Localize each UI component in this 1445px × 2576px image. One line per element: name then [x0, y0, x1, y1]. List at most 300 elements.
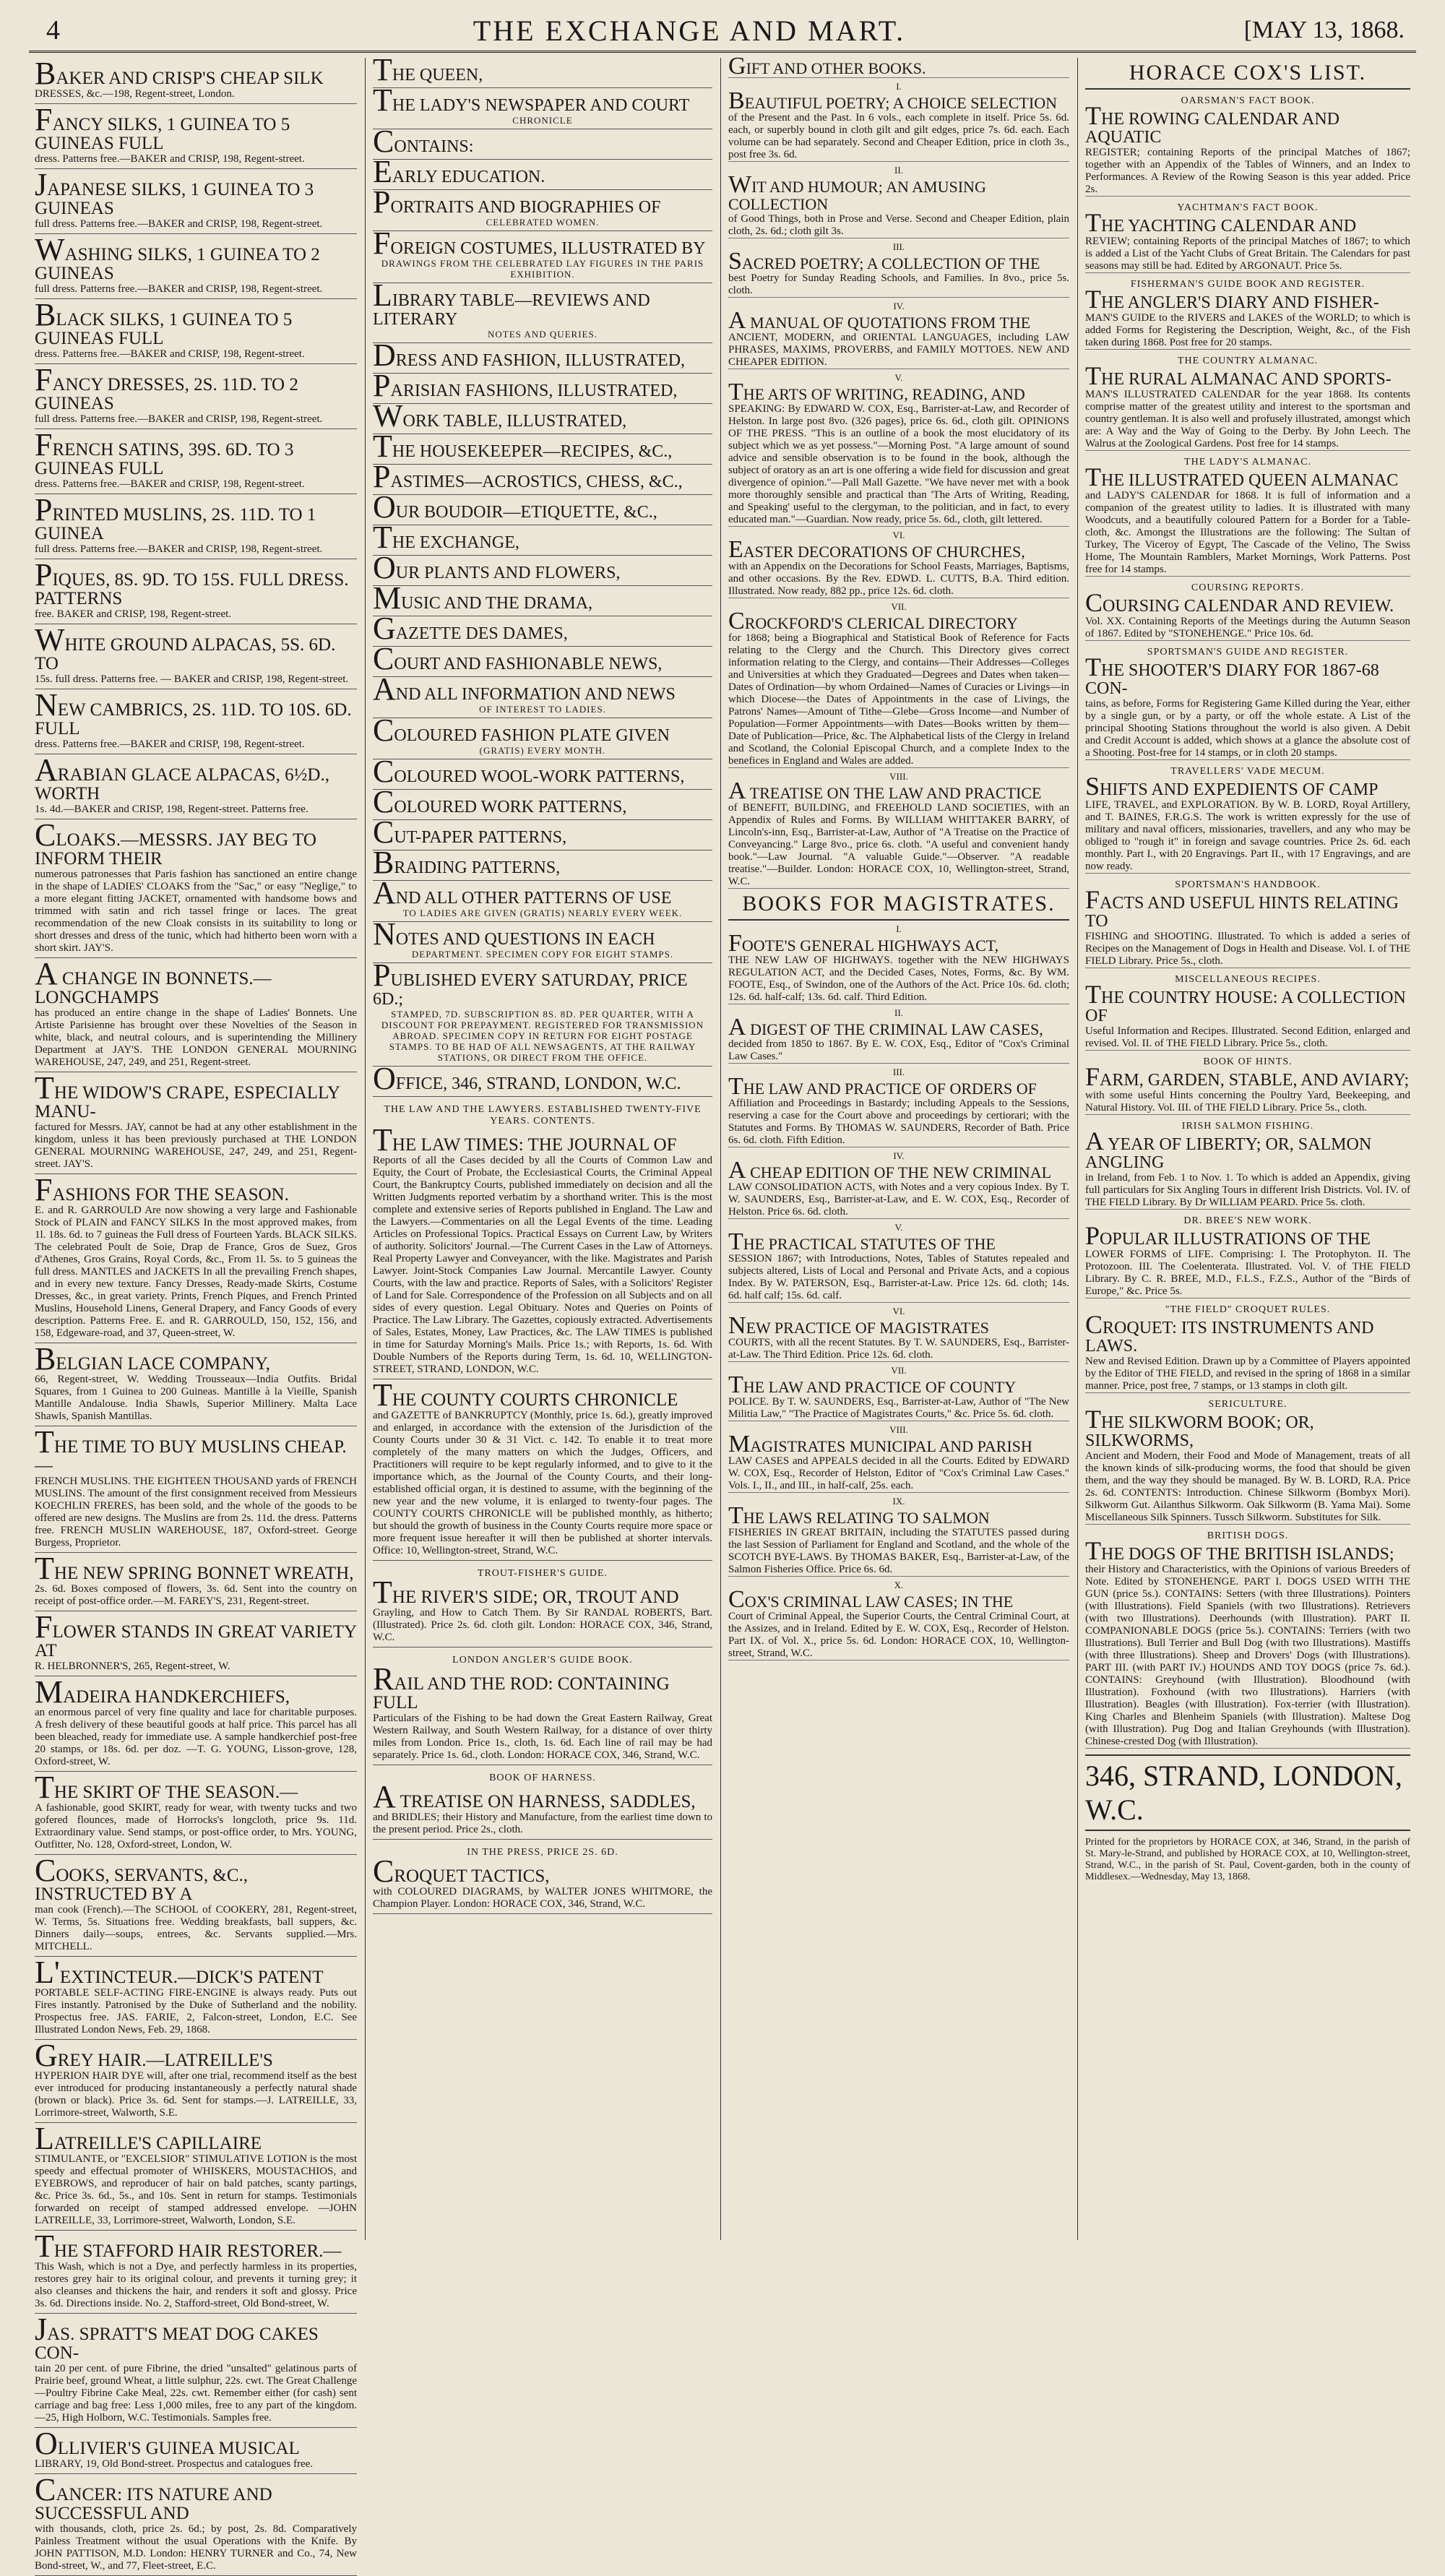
ad-body: HYPERION HAIR DYE will, after one trial, recommend itself as the best ever introduced for producing instantaneously a perfectly natural shade (brown or black). Price 3s. 6d. Sent for stamps.—J. LATREILLE, 33, Lorrimore-street, Walworth, S.E. — [35, 2070, 357, 2119]
book-description: LAW CONSOLIDATION ACTS, with Notes and a very copious Index. By T. W. SAUNDERS, Esq., Barrister-at-Law, and E. W. COX, Esq., Recorder of Helston. Price 6s. 6d. cloth. — [728, 1181, 1069, 1218]
entry-title: THE ANGLER'S DIARY AND FISHER- — [1085, 285, 1379, 314]
item-text: NOTES AND QUESTIONS IN EACH — [373, 916, 655, 952]
ad-kicker: BOOK OF HARNESS. — [489, 1772, 596, 1783]
entry-description: Ancient and Modern, their Food and Mode of Management, treats of all the known kinds of silk-producing worms, the food that should be given them, and the way they should be managed. By W. B. LORD, R.A. Price 2s. 6d. CONTENTS: Introduction. Chinese Silkworm (Bombyx Mori). Silkworm Gut. Ailanthus Silkworm. Oak Silkworm (B. Yama Mai). Some Miscellaneous Silk Spinners. Tussch Silkworm. Substitutes for Silk. — [1085, 1450, 1410, 1523]
entry-description: REVIEW; containing Reports of the principal Matches of 1867; to which is added a List of the Yacht Clubs of Great Britain. The Calendars for past seasons may still be had. Edited by ARGONAUT. Price 5s. — [1085, 236, 1410, 272]
queen-contents-item — [373, 184, 712, 231]
cox-list-entry — [1085, 582, 1410, 641]
imprint: Printed for the proprietors by HORACE COX, at 346, Strand, in the parish of St. Mary-le-Strand, and published by HORACE COX, at 10, Wellington-street, Strand, W.C., in the parish of St. Paul, Covent-garden, both in the county of Middlesex.—Wednesday, May 13, 1868. — [1085, 1837, 1410, 1882]
entry-description: LIFE, TRAVEL, and EXPLORATION. By W. B. LORD, Royal Artillery, and T. BAINES, F.R.G.S. The work is written expressly for the use of military and naval officers, missionaries, travellers, and any who may be obliged to "rough it" in foreign and savage countries. Price 2s. 6d. each monthly. Part I., with 20 Engravings. Part II., with 17 Engravings, and are now ready. — [1085, 799, 1410, 872]
advertisement — [35, 2314, 357, 2428]
book-description: THE NEW LAW OF HIGHWAYS. together with the NEW HIGHWAYS REGULATION ACT, and the Decided Cases, Notes, Forms, &c. By WM. FOOTE, Esq., of Swindon, one of the Authors of the Act. Price 10s. 6d. cloth; 12s. 6d. half-calf; 13s. 6d. calf. Third Edition. — [728, 955, 1069, 1003]
queen-contents-item — [373, 337, 712, 374]
queen-contents-item — [373, 1061, 712, 1097]
item-text: DRESS AND FASHION, ILLUSTRATED, — [373, 337, 686, 373]
cox-list-entry — [1085, 457, 1410, 577]
entry-kicker: COURSING REPORTS. — [1191, 582, 1305, 593]
ad-body: R. HELBRONNER'S, 265, Regent-street, W. — [35, 1660, 230, 1672]
entry-title: THE ROWING CALENDAR AND AQUATIC — [1085, 101, 1340, 147]
ad-body: STIMULANTE, or "EXCELSIOR" STIMULATIVE LOTION is the most speedy and effectual promoter of WHISKERS, MOUSTACHIOS, and EYEBROWS, and reproducer of hair on bald patches, scanty partings, &c. Price 3s. 6d., 5s., and 10s. Sent in return for stamps. Testimonials forwarded on receipt of stamped addressed envelope. —JOHN LATREILLE, 33, Lorrimore-street, Walworth, London, S.E. — [35, 2153, 357, 2226]
queen-contents-item — [373, 784, 712, 820]
item-text: PORTRAITS AND BIOGRAPHIES OF — [373, 184, 661, 220]
entry-kicker: BOOK OF HINTS. — [1203, 1056, 1293, 1067]
item-text: CONTAINS: — [373, 124, 474, 159]
book-title: MAGISTRATES MUNICIPAL AND PARISH — [728, 1431, 1032, 1457]
advertisement — [35, 1343, 357, 1426]
item-text: COLOURED WORK PATTERNS, — [373, 784, 627, 819]
entry-description: MAN'S GUIDE to the RIVERS and LAKES of the WORLD; to which is added Forms for Registering the Description, Weight, &c., of the Fish taken during 1868. Post free for 20 stamps. — [1085, 312, 1410, 348]
book-description: ANCIENT, MODERN, and ORIENTAL LANGUAGES, including LAW PHRASES, MAXIMS, PROVERBS, and FAMILY MOTTOES. NEW AND CHEAPER EDITION. — [728, 332, 1069, 368]
queen-contents-item — [373, 754, 712, 790]
book-title: FOOTE'S GENERAL HIGHWAYS ACT, — [728, 930, 999, 957]
item-text: FOREIGN COSTUMES, ILLUSTRATED BY — [373, 225, 706, 261]
book-title: SACRED POETRY; A COLLECTION OF THE — [728, 248, 1040, 275]
entry-number: VII. — [891, 601, 907, 612]
queen-contents-item — [373, 580, 712, 616]
item-subtext: STAMPED, 7D. SUBSCRIPTION 8S. 8D. PER QUARTER, WITH A DISCOUNT FOR PREPAYMENT. REGISTERED FOR TRANSMISSION ABROAD. SPECIMEN COPY IN RETURN FOR EIGHT POSTAGE STAMPS. TO BE HAD OF ALL NEWSAGENTS, AT THE RAILWAY STATIONS, OR DIRECT FROM THE OFFICE. — [381, 1009, 704, 1063]
advertisement — [35, 1426, 357, 1553]
ad-body: dress. Patterns free.—BAKER and CRISP, 198, Regent-street. — [35, 478, 305, 490]
entry-description: tains, as before, Forms for Registering Game Killed during the Year, either by a single gun, or by a party, or off the whole estate. A List of the principal Shooting Stations throughout the world is also given. A Debit and Credit Account is added, which shows at a glance the absolute cost of a Shooting. Post-free for 14 stamps, or in cloth 20 stamps. — [1085, 698, 1410, 759]
queen-contents-item — [373, 875, 712, 922]
entry-kicker: YACHTMAN'S FACT BOOK. — [1177, 202, 1319, 213]
column-1-advertisements — [29, 56, 363, 2572]
publisher-address: 346, STRAND, LONDON, W.C. — [1085, 1754, 1410, 1831]
ad-kicker: TROUT-FISHER'S GUIDE. — [477, 1568, 608, 1579]
publication-advertisement — [373, 1379, 712, 1561]
advertisement — [35, 169, 357, 234]
entry-title: THE RURAL ALMANAC AND SPORTS- — [1085, 361, 1392, 390]
ad-heading: THE LAW TIMES: THE JOURNAL OF — [373, 1122, 677, 1158]
ad-heading: THE NEW SPRING BONNET WREATH, — [35, 1551, 354, 1586]
book-entry — [728, 1306, 1069, 1362]
item-subtext: CELEBRATED WOMEN. — [486, 217, 600, 228]
book-entry — [728, 771, 1069, 889]
ad-heading: ARABIAN GLACE ALPACAS, 6½D., WORTH — [35, 752, 329, 804]
entry-number: II. — [894, 165, 903, 176]
item-subtext: TO LADIES ARE GIVEN (GRATIS) NEARLY EVERY WEEK. — [402, 908, 683, 918]
book-entry — [728, 1424, 1069, 1493]
queen-contents-item — [373, 641, 712, 677]
ad-heading: FLOWER STANDS IN GREAT VARIETY AT — [35, 1609, 357, 1660]
publication-advertisement — [373, 1561, 712, 1647]
ad-body: and GAZETTE of BANKRUPTCY (Monthly, price 1s. 6d.), greatly improved and enlarged, in accordance with the extension of the Jurisdiction of the County Courts under 30 & 31 Vict. c. 142. To enable it to treat more completely of the many matters on which the Judges, Officers, and Practitioners will require to be kept regularly informed, and to give to it the importance which, as the Journal of the County Courts, and their long-established official organ, it is destined to assume, with the beginning of the new year and the new volume, it is enlarged to twenty-four pages. The COUNTY COURTS CHRONICLE will be published monthly, as hitherto; but should the growth of business in the County Courts require more space or more frequent issue hereafter it will then be published at shorter intervals. Office: 10, Wellington-street, Strand, W.C. — [373, 1410, 712, 1556]
ad-heading: THE TIME TO BUY MUSLINS CHEAP.— — [35, 1424, 347, 1476]
queen-contents-item — [373, 520, 712, 556]
item-text: AND ALL INFORMATION AND NEWS — [373, 671, 676, 707]
entry-title: THE SHOOTER'S DIARY FOR 1867-68 CON- — [1085, 652, 1379, 698]
entry-title: CROQUET: ITS INSTRUMENTS AND LAWS. — [1085, 1310, 1374, 1356]
ad-heading: WASHING SILKS, 1 GUINEA TO 2 GUINEAS — [35, 232, 320, 283]
ad-body: has produced an entire change in the shape of Ladies' Bonnets. Une Artiste Parisienne has brought over these Novelties of the Season in white, black, and neutral colours, and is superintending the Millinery Department at JAY'S. THE LONDON GENERAL MOURNING WAREHOUSE, 247, 249, and 251, Regent-street. — [35, 1007, 357, 1068]
entry-number: I. — [896, 81, 902, 92]
column-4-horace-cox-list — [1079, 58, 1416, 2240]
ad-heading: PIQUES, 8S. 9D. TO 15S. FULL DRESS. PATTERNS — [35, 557, 349, 608]
cox-list-entry — [1085, 879, 1410, 968]
advertisement — [35, 494, 357, 559]
queen-contents-item — [373, 459, 712, 495]
book-description: LAW CASES and APPEALS decided in all the Courts. Edited by EDWARD W. COX, Esq., Recorder of Helston, Editor of "Cox's Criminal Law Cases." Vols. I., II., and III., in half-calf, 25s. each. — [728, 1455, 1069, 1491]
ad-heading: MADEIRA HANDKERCHIEFS, — [35, 1674, 290, 1710]
entry-kicker: SERICULTURE. — [1208, 1399, 1287, 1410]
book-title: BEAUTIFUL POETRY; A CHOICE SELECTION — [728, 87, 1057, 114]
item-text: THE EXCHANGE, — [373, 520, 519, 555]
entry-title: SHIFTS AND EXPEDIENTS OF CAMP — [1085, 772, 1379, 801]
item-subtext: CHRONICLE — [512, 115, 573, 126]
book-title: GIFT AND OTHER BOOKS. — [728, 53, 926, 79]
queen-contents-item — [373, 845, 712, 881]
item-text: THE HOUSEKEEPER—RECIPES, &C., — [373, 428, 673, 464]
entry-number: VIII. — [889, 771, 908, 782]
ad-body: 2s. 6d. Boxes composed of flowers, 3s. 6d. Sent into the country on receipt of post-office order.—M. FAREY'S, 231, Regent-street. — [35, 1583, 357, 1607]
entry-title: POPULAR ILLUSTRATIONS OF THE — [1085, 1221, 1371, 1250]
ad-body: man cook (French).—The SCHOOL of COOKERY, 281, Regent-street, W. Terms, 5s. Situations free. Wedding breakfasts, ball suppers, &c. Dinners daily—soups, entrees, &c. Servants supplied.—Mrs. MITCHELL. — [35, 1904, 357, 1952]
book-description: with an Appendix on the Decorations for School Feasts, Marriages, Baptisms, and other occasions. By the Rev. EDWD. L. CUTTS, B.A. Third edition. Illustrated. Now ready, 882 pp., price 12s. 6d. cloth. — [728, 561, 1069, 597]
book-entry — [728, 1150, 1069, 1219]
entry-kicker: BRITISH DOGS. — [1207, 1530, 1289, 1541]
book-title: NEW PRACTICE OF MAGISTRATES — [728, 1312, 989, 1339]
ad-body: PORTABLE SELF-ACTING FIRE-ENGINE is always ready. Puts out Fires instantly. Patronised by the Duke of Sutherland and the nobility. Prospectus free. JAS. FARIE, 2, Falcon-street, London, E.C. See Illustrated London News, Feb. 29, 1868. — [35, 1987, 357, 2036]
advertisement — [35, 1611, 357, 1676]
entry-number: VI. — [892, 530, 905, 540]
cox-list-entry — [1085, 95, 1410, 197]
book-entry — [728, 165, 1069, 238]
item-text: PASTIMES—ACROSTICS, CHESS, &C., — [373, 459, 683, 494]
ad-body: with thousands, cloth, price 2s. 6d.; by post, 2s. 8d. Comparatively Painless Treatment without the usual Operations with the Knife. By JOHN PATTISON, M.D. London: HENRY TURNER and Co., 74, New Bond-street, W., and 77, Fleet-street, E.C. — [35, 2523, 357, 2572]
book-entry — [728, 301, 1069, 369]
cox-list-entry — [1085, 974, 1410, 1051]
advertisement — [35, 58, 357, 104]
book-title: COX'S CRIMINAL LAW CASES; IN THE — [728, 1586, 1014, 1613]
ad-body: factured for Messrs. JAY, cannot be had at any other establishment in the kingdom, unless it has been previously purchased at THE LONDON GENERAL MOURNING WAREHOUSE, 247, 249, and 251, Regent-street. JAY'S. — [35, 1121, 357, 1170]
ad-body: Reports of all the Cases decided by all the Courts of Common Law and Equity, the Court of Probate, the Ecclesiastical Courts, the Criminal Appeal Court, the Bankruptcy Courts, published immediately on decision and all the Written Judgments reported verbatim by a shorthand writer. This is the most complete and extensive series of Reports published in England. The Law and the Lawyers.—Commentaries on all the Legal Events of the time. Leading Articles on Professional Topics. Practical Essays on Current Law, by Writers of authority. Solicitors' Journal.—The Current Cases in the Law of Attorneys. Real Property Lawyer and Conveyancer, with the like. Magistrates and Parish Lawyer. Joint-Stock Companies Law Journal. Mercantile Lawyer. County Courts, with the law and practice. Reports of Sales, with a Solicitors' Register of Land for Sale. Correspondence of the Profession on all Subjects and on all sides of every question. Legal Obituary. Notes and Queries on Points of Practice. The Law Library. The Gazettes, copiously extracted. Advertisements of Sales, Estates, Money, Law Practices, &c. The LAW TIMES is published in time for Saturday Morning's Mails. Price 1s.; with Reports, 1s. 6d. With Double Numbers of the Reports during Term, 1s. 6d. 10, WELLINGTON-STREET, STRAND, LONDON, W.C. — [373, 1155, 712, 1375]
advertisement — [35, 2040, 357, 2123]
entry-number: VII. — [891, 1365, 907, 1376]
book-entry — [728, 1007, 1069, 1064]
entry-kicker: OARSMAN'S FACT BOOK. — [1181, 95, 1315, 106]
book-entry — [728, 53, 1069, 79]
entry-title: COURSING CALENDAR AND REVIEW. — [1085, 588, 1394, 617]
advertisement — [35, 1855, 357, 1957]
queen-contents-item — [373, 225, 712, 283]
advertisement — [35, 2228, 357, 2314]
entry-description: Useful Information and Recipes. Illustrated. Second Edition, enlarged and revised. Vol. II. of THE FIELD Library. Price 5s., cloth. — [1085, 1025, 1410, 1049]
cox-list-entry — [1085, 1215, 1410, 1298]
advertisement — [35, 754, 357, 819]
cox-list-entry — [1085, 647, 1410, 760]
ad-heading: JAPANESE SILKS, 1 GUINEA TO 3 GUINEAS — [35, 167, 314, 218]
queen-contents-item — [373, 277, 712, 343]
book-description: FISHERIES IN GREAT BRITAIN, including the STATUTES passed during the last Session of Parliament for England and Scotland, and the whole of the SCOTCH BYE-LAWS. By THOMAS BAKER, Esq., Barrister-at-Law, of the Salmon Fisheries Office. Price 6s. 6d. — [728, 1527, 1069, 1575]
ad-heading: PRINTED MUSLINS, 2S. 11D. TO 1 GUINEA — [35, 492, 316, 543]
ad-body: dress. Patterns free.—BAKER and CRISP, 198, Regent-street. — [35, 348, 305, 360]
ad-heading: BELGIAN LACE COMPANY, — [35, 1341, 270, 1377]
section-title-magistrates: BOOKS FOR MAGISTRATES. — [728, 889, 1069, 921]
item-text: MUSIC AND THE DRAMA, — [373, 580, 593, 616]
item-text: EARLY EDUCATION. — [373, 154, 545, 189]
advertisement — [35, 559, 357, 624]
entry-kicker: DR. BREE'S NEW WORK. — [1183, 1215, 1312, 1226]
item-text: AND ALL OTHER PATTERNS OF USE — [373, 875, 672, 910]
advertisement — [35, 958, 357, 1072]
book-description: of BENEFIT, BUILDING, and FREEHOLD LAND SOCIETIES, with an Appendix of Rules and Forms. By WILLIAM WHITTAKER BARRY, of Lincoln's-inn, Esq., Barrister-at-Law, Author of "A Treatise on the Practice of Conveyancing." Large 8vo., price 6s. cloth. "A useful and convenient handy book."—Law Journal. "A valuable Guide."—Observer. "A readable treatise."—Builder. London: HORACE COX, 10, Wellington-street, Strand, W.C. — [728, 802, 1069, 887]
ad-heading: RAIL AND THE ROD: CONTAINING FULL — [373, 1661, 670, 1713]
book-description: SPEAKING: By EDWARD W. COX, Esq., Barrister-at-Law, and Recorder of Helston. In large post 8vo. (326 pages), price 6s. 6d., cloth gilt. OPINIONS OF THE PRESS. "This is an outline of a book the most elucidatory of its subject which we as yet possess."—Morning Post. "A large amount of sound advice and sensible observation is to be found in the book, although the subject of oratory as an art is one offering a wide field for discussion and great divergence of opinion."—Pall Mall Gazette. "We have never met with a book more thoroughly sensible and practical than 'The Arts of Writing, Reading, and Speaking' useful to the clergyman, to the politician, and in fact, to every educated man."—Guardian. Now ready, price 5s. 6d., cloth, gilt lettered. — [728, 403, 1069, 525]
masthead — [29, 10, 1416, 53]
queen-contents-item — [373, 82, 712, 129]
book-entry — [728, 1222, 1069, 1303]
item-subtext: DRAWINGS FROM THE CELEBRATED LAY FIGURES IN THE PARIS EXHIBITION. — [381, 258, 704, 280]
book-description: POLICE. By T. W. SAUNDERS, Esq., Barrister-at-Law, Author of "The New Militia Law," "The Practice of Magistrates Courts," &c. Price 5s. 6d. cloth. — [728, 1396, 1069, 1420]
book-title: A MANUAL OF QUOTATIONS FROM THE — [728, 307, 1031, 334]
entry-title: THE DOGS OF THE BRITISH ISLANDS; — [1085, 1536, 1394, 1565]
item-text: OUR PLANTS AND FLOWERS, — [373, 550, 621, 585]
item-text: THE LADY'S NEWSPAPER AND COURT — [373, 82, 690, 118]
cox-list-entry — [1085, 202, 1410, 273]
column-2-queen-and-law — [367, 52, 718, 2240]
ad-heading: JAS. SPRATT'S MEAT DOG CAKES CON- — [35, 2312, 319, 2363]
advertisement — [35, 364, 357, 429]
entry-number: IV. — [893, 1150, 905, 1161]
book-title: THE ARTS OF WRITING, READING, AND — [728, 379, 1025, 405]
cox-list-entry — [1085, 1056, 1410, 1115]
book-description: COURTS, with all the recent Statutes. By T. W. SAUNDERS, Esq., Barrister-at-Law. The Third Edition. Price 12s. 6d. cloth. — [728, 1337, 1069, 1361]
item-text: PUBLISHED EVERY SATURDAY, PRICE 6D.; — [373, 957, 688, 1009]
entry-kicker: SPORTSMAN'S HANDBOOK. — [1175, 879, 1321, 890]
book-entry — [728, 1365, 1069, 1421]
queen-contents-item — [373, 52, 712, 88]
entry-kicker: IRISH SALMON FISHING. — [1181, 1121, 1314, 1132]
ad-heading: FANCY DRESSES, 2S. 11D. TO 2 GUINEAS — [35, 362, 298, 413]
item-text: PARISIAN FASHIONS, ILLUSTRATED, — [373, 368, 678, 403]
entry-number: IX. — [892, 1496, 905, 1507]
item-text: BRAIDING PATTERNS, — [373, 845, 561, 880]
entry-title: THE ILLUSTRATED QUEEN ALMANAC — [1085, 462, 1399, 491]
book-title: EASTER DECORATIONS OF CHURCHES, — [728, 536, 1025, 563]
queen-contents-item — [373, 154, 712, 190]
book-title: A DIGEST OF THE CRIMINAL LAW CASES, — [728, 1014, 1043, 1041]
advertisement — [35, 1676, 357, 1772]
entry-number: V. — [894, 1222, 903, 1233]
book-description: Affiliation and Proceedings in Bastardy; including Appeals to the Sessions, reserving a case for the Court above and proceedings by certiorari; with the Statutes and Forms. By THOMAS W. SAUNDERS, Recorder of Bath. Price 6s. 6d. cloth. Fifth Edition. — [728, 1098, 1069, 1146]
ad-body: DRESSES, &c.—198, Regent-street, London. — [35, 88, 235, 100]
ad-body: tain 20 per cent. of pure Fibrine, the dried "unsalted" gelatinous parts of Prairie beef, ground Wheat, a little sulphur, 22s. cwt. The Great Challenge—Poultry Fibrine Cake Meal, 22s. cwt. Remember either (for cash) sent carriage and bag free: Less 1,000 miles, free to any part of the kingdom.—25, High Holborn, W.C. Testimonials. Samples free. — [35, 2363, 357, 2424]
entry-kicker: FISHERMAN'S GUIDE BOOK AND REGISTER. — [1130, 279, 1366, 290]
queen-contents-item — [373, 611, 712, 647]
entry-number: I. — [896, 923, 902, 934]
ad-body: and BRIDLES; their History and Manufacture, from the earliest time down to the present period. Price 2s., cloth. — [373, 1812, 712, 1835]
ad-heading: WHITE GROUND ALPACAS, 5S. 6D. TO — [35, 622, 336, 673]
queen-contents-item — [373, 428, 712, 465]
entry-kicker: TRAVELLERS' VADE MECUM. — [1170, 766, 1325, 777]
book-description: for 1868; being a Biographical and Statistical Book of Reference for Facts relating to the Clergy and the Church. This Directory gives correct information relating to the Clergy, and contains—Their Addresses—Colleges and Universities at which they Graduated—Degrees and Dates when taken—Dates of Ordination—by whom Ordained—Names of Curacies or Livings—in which Diocese—the Dates of Appointments in the case of Livings, the Patrons' Names—Amount of Tithe—Glebe—Gross Income—and Number of Population—Former Appointments—with Dates—Books written by them—Date of Publication—Price, &c. The Alphabetical lists of the Clergy in Ireland and Scotland, the Colonial Episcopal Church, and a complete Index to the benefices in England and Wales are added. — [728, 632, 1069, 767]
entry-number: III. — [892, 241, 905, 252]
entry-number: VI. — [892, 1306, 905, 1317]
item-subtext: OF INTEREST TO LADIES. — [479, 704, 606, 715]
entry-description: LOWER FORMS of LIFE. Comprising: I. The Protophyton. II. The Protozoon. III. The Coelenterata. Illustrated. Vol. V. of THE FIELD Library. By C. R. BREE, M.D., F.L.S., F.Z.S., Author of the "Birds of Europe," &c. Price 5s. — [1085, 1249, 1410, 1297]
entry-description: New and Revised Edition. Drawn up by a Committee of Players appointed by the Editor of THE FIELD, and revised in the spring of 1868 in a similar manner. Price, post free, 7 stamps, or 13 stamps in cloth gilt. — [1085, 1356, 1410, 1392]
ad-body: full dress. Patterns free.—BAKER and CRISP, 198, Regent-street. — [35, 413, 323, 425]
ad-kicker: THE LAW AND THE LAWYERS. ESTABLISHED TWENTY-FIVE YEARS. CONTENTS. — [384, 1104, 702, 1127]
item-text: WORK TABLE, ILLUSTRATED, — [373, 398, 627, 434]
ad-body: an enormous parcel of very fine quality and lace for charitable purposes. A fresh delivery of these beautiful goods at half price. This parcel has all been bleached, ready for immediate use. A sample handkerchief post-free 20 stamps, or 18s. 6d. per doz. —T. G. YOUNG, Lisson-grove, 128, Oxford-street, W. — [35, 1707, 357, 1767]
entry-kicker: THE LADY'S ALMANAC. — [1184, 457, 1311, 468]
item-subtext: DEPARTMENT. SPECIMEN COPY FOR EIGHT STAMPS. — [411, 949, 674, 960]
advertisement — [35, 299, 357, 364]
ad-body: full dress. Patterns free.—BAKER and CRISP, 198, Regent-street. — [35, 543, 323, 555]
column-3-books — [722, 53, 1075, 2240]
publication-advertisement — [373, 1765, 712, 1840]
entry-kicker: "THE FIELD" CROQUET RULES. — [1165, 1304, 1331, 1315]
entry-kicker: MISCELLANEOUS RECIPES. — [1175, 974, 1321, 985]
list-title: HORACE COX'S LIST. — [1085, 58, 1410, 90]
entry-title: FARM, GARDEN, STABLE, AND AVIARY; — [1085, 1062, 1410, 1091]
ad-heading: BLACK SILKS, 1 GUINEA TO 5 GUINEAS FULL — [35, 297, 293, 348]
cox-list-entry — [1085, 1530, 1410, 1749]
ad-heading: FRENCH SATINS, 39S. 6D. TO 3 GUINEAS FULL — [35, 427, 294, 478]
book-title: THE LAW AND PRACTICE OF ORDERS OF — [728, 1073, 1037, 1100]
ad-heading: THE WIDOW'S CRAPE, ESPECIALLY MANU- — [35, 1070, 340, 1121]
queen-contents-item — [373, 671, 712, 718]
ad-body: FRENCH MUSLINS. THE EIGHTEEN THOUSAND yards of FRENCH MUSLINS. The amount of the first consignment received from Messieurs KOECHLIN FRERES, has been sold, and the whole of the goods to be offered are new designs. The Muslins are from 2s. 11d. the dress. Patterns free. FRENCH MUSLIN WAREHOUSE, 187, Oxford-street. George Burgess, Proprietor. — [35, 1476, 357, 1548]
queen-contents-item — [373, 957, 712, 1067]
ad-body: Particulars of the Fishing to be had down the Great Eastern Railway, Great Western Railway, and South Western Railway, for a distance of over thirty miles from London. Price 1s., cloth, 1s. 6d. Each line of rail may be had separately. Price 1s. 6d., cloth. London: HORACE COX, 346, Strand, W.C. — [373, 1713, 712, 1761]
queen-contents-item — [373, 489, 712, 525]
cox-list-entry — [1085, 356, 1410, 451]
ad-heading: FANCY SILKS, 1 GUINEA TO 5 GUINEAS FULL — [35, 102, 290, 153]
cox-list-entry — [1085, 1121, 1410, 1210]
ad-body: E. and R. GARROULD Are now showing a very large and Fashionable Stock of PLAIN and FANCY SILKS In the most approved makes, from 1l. 18s. 6d. to 7 guineas the Full dress of Fourteen Yards. BLACK SILKS. The celebrated Poult de Soie, Drap de France, Gros de Suez, Gros d'Athenes, Gros Grains, Royal Cords, &c., From 1l. 5s. to 5 guineas the full dress. MANTLES and JACKETS In all the prevailing French shapes, and in every new texture. Fancy Dresses, Ready-made Skirts, Costume Dresses, &c., in great variety. Prints, French Piques, and French Printed Muslins, Household Linens, General Drapery, and Fancy Goods of every description. Patterns Free. E. and R. GARROULD, 150, 152, 156, and 158, Edgeware-road, and 37, Queen-street, W. — [35, 1205, 357, 1339]
entry-title: THE YACHTING CALENDAR AND — [1085, 208, 1357, 237]
ad-body: 1s. 4d.—BAKER and CRISP, 198, Regent-street. Patterns free. — [35, 804, 309, 815]
advertisement — [35, 1553, 357, 1611]
ad-heading: CANCER: ITS NATURE AND SUCCESSFUL AND — [35, 2472, 272, 2523]
publication-advertisement — [373, 1647, 712, 1765]
item-text: THE QUEEN, — [373, 52, 483, 87]
book-description: decided from 1850 to 1867. By E. W. COX, Esq., Editor of "Cox's Criminal Law Cases." — [728, 1038, 1069, 1062]
entry-number: II. — [894, 1007, 903, 1018]
entry-title: A YEAR OF LIBERTY; OR, SALMON ANGLING — [1085, 1127, 1372, 1172]
entry-title: THE SILKWORM BOOK; OR, SILKWORMS, — [1085, 1405, 1314, 1450]
cox-list-entry — [1085, 766, 1410, 874]
advertisement — [35, 624, 357, 689]
ad-heading: NEW CAMBRICS, 2S. 11D. TO 10S. 6D. FULL — [35, 687, 352, 738]
ad-body: free. BAKER and CRISP, 198, Regent-street. — [35, 608, 232, 620]
item-text: LIBRARY TABLE—REVIEWS AND LITERARY — [373, 277, 650, 329]
entry-number: III. — [892, 1067, 905, 1077]
advertisement — [35, 1072, 357, 1174]
ad-heading: A TREATISE ON HARNESS, SADDLES, — [373, 1779, 696, 1814]
book-entry — [728, 81, 1069, 162]
queen-contents-item — [373, 550, 712, 586]
item-text: GAZETTE DES DAMES, — [373, 611, 568, 646]
advertisement — [35, 1772, 357, 1855]
issue-date: [MAY 13, 1868. — [1243, 17, 1405, 43]
book-entry — [728, 1496, 1069, 1577]
ad-heading: A CHANGE IN BONNETS.—LONGCHAMPS — [35, 956, 272, 1007]
book-title: WIT AND HUMOUR; AN AMUSING COLLECTION — [728, 171, 986, 213]
advertisement — [35, 1174, 357, 1343]
book-title: CROCKFORD'S CLERICAL DIRECTORY — [728, 608, 1018, 634]
ad-body: numerous patronesses that Paris fashion has sanctioned an entire change in the shape of LADIES' CLOAKS from the "Sac," or easy "Neglige," to a more elegant fitting JACKET, ornamented with handsome bows and trimmed with satin and rich tassel fringe or laces. The great recommendation of the new Cloak consists in its suitability to long or short dresses and dress of the tunic, which had hitherto been worn with a short skirt. JAY'S. — [35, 869, 357, 954]
ad-body: full dress. Patterns free.—BAKER and CRISP, 198, Regent-street. — [35, 218, 323, 230]
entry-description: FISHING and SHOOTING. Illustrated. To which is added a series of Recipes on the Management of Dogs in Health and Disease. Vol. I. of THE FIELD Library. Price 5s., cloth. — [1085, 931, 1410, 967]
advertisement — [35, 429, 357, 494]
advertisement — [35, 2474, 357, 2576]
ad-body: full dress. Patterns free.—BAKER and CRISP, 198, Regent-street. — [35, 283, 323, 295]
ad-heading: CLOAKS.—MESSRS. JAY BEG TO INFORM THEIR — [35, 817, 316, 869]
ad-kicker: LONDON ANGLER'S GUIDE BOOK. — [452, 1655, 633, 1666]
ad-heading: THE STAFFORD HAIR RESTORER.— — [35, 2228, 342, 2264]
book-description: best Poetry for Sunday Reading Schools, and Families. In 8vo., price 5s. cloth. — [728, 272, 1069, 296]
cox-list-entry — [1085, 279, 1410, 350]
ad-heading: BAKER AND CRISP'S CHEAP SILK — [35, 56, 324, 91]
newspaper-title: THE EXCHANGE AND MART. — [473, 14, 906, 47]
book-title: THE LAW AND PRACTICE OF COUNTY — [728, 1371, 1017, 1398]
entry-description: MAN'S ILLUSTRATED CALENDAR for the year 1868. Its contents comprise matter of the greatest utility and interest to the sportsman and country gentleman. It is also well and profusely illustrated, amongst which are: A Way and the Way of Going to the Derby. By John Leech. The Walrus at the Zoological Gardens. Post free for 14 stamps. — [1085, 389, 1410, 449]
entry-description: in Ireland, from Feb. 1 to Nov. 1. To which is added an Appendix, giving full particulars for Six Angling Tours in different Irish Districts. Vol. IV. of THE FIELD Library. By Dr WILLIAM PEARD. Price 5s. cloth. — [1085, 1172, 1410, 1208]
entry-kicker: SPORTSMAN'S GUIDE AND REGISTER. — [1147, 647, 1349, 658]
book-title: THE LAWS RELATING TO SALMON — [728, 1502, 990, 1529]
entry-number: IV. — [893, 301, 905, 311]
entry-description: their History and Characteristics, with the Opinions of various Breeders of Note. Edited by STONEHENGE. PART I. DOGS USED WITH THE GUN (price 5s.). CONTAINS: Setters (with three Illustrations). Pointers (with Illustrations). Field Spaniels (with two Illustrations). Retrievers (with two Illustrations). Deerhounds (with Illustration). PART II. COMPANIONABLE DOGS (price 5s.). CONTAINS: Terriers (with two Illustrations). Bull Terrier and Bull Dog (with two Illustrations). Mastiffs (with three Illustrations). Sheep and Drovers' Dogs (with Illustrations). PART III. (with PART IV.) HOUNDS AND TOY DOGS (price 7s. 6d.). CONTAINS: Greyhound (with Illustration). Bloodhound (with Illustration). Foxhound (with two Illustrations). Harriers (with Illustration). Beagles (with Illustration). Fox-terrier (with Illustration). King Charles and Blenheim Spaniels (with Illustration). Maltese Dog (with Illustration). Pug Dog and Italian Greyhounds (with Illustration). Chinese-crested Dog (with Illustration). — [1085, 1564, 1410, 1747]
book-title: A CHEAP EDITION OF THE NEW CRIMINAL — [728, 1157, 1052, 1184]
book-entry — [728, 923, 1069, 1004]
book-entry — [728, 530, 1069, 598]
item-text: OUR BOUDOIR—ETIQUETTE, &C., — [373, 489, 657, 525]
entry-number: X. — [894, 1580, 904, 1590]
item-text: COLOURED FASHION PLATE GIVEN — [373, 712, 670, 748]
ad-kicker: IN THE PRESS, PRICE 2S. 6D. — [467, 1847, 618, 1858]
ad-body: Grayling, and How to Catch Them. By Sir RANDAL ROBERTS, Bart. (Illustrated). Price 2s. 6d. cloth gilt. London: HORACE COX, 346, Strand, W.C. — [373, 1607, 712, 1643]
queen-contents-item — [373, 814, 712, 850]
book-title: THE PRACTICAL STATUTES OF THE — [728, 1228, 996, 1255]
book-description: of Good Things, both in Prose and Verse. Second and Cheaper Edition, plain cloth, 2s. 6d.; cloth gilt 3s. — [728, 213, 1069, 237]
item-text: OFFICE, 346, STRAND, LONDON, W.C. — [373, 1061, 681, 1096]
ad-heading: LATREILLE'S CAPILLAIRE — [35, 2121, 262, 2156]
ad-heading: OLLIVIER'S GUINEA MUSICAL — [35, 2426, 300, 2461]
book-description: Court of Criminal Appeal, the Superior Courts, the Central Criminal Court, at the Assizes, and in Ireland. Edited by E. W. COX, Esq., Recorder of Helston. Part IX. of Vol. X., price 5s. 6d. London: HORACE COX, 10, Wellington-street, Strand, W.C. — [728, 1611, 1069, 1659]
ad-body: This Wash, which is not a Dye, and perfectly harmless in its properties, restores grey hair to its original colour, and prevents it turning grey; it also cleanses and thickens the hair, and renders it soft and glossy. Price 3s. 6d. Directions inside. No. 2, Stafford-street, Old Bond-street, W. — [35, 2261, 357, 2309]
ad-body: A fashionable, good SKIRT, ready for wear, with twenty tucks and two gofered flounces, made of Horrocks's longcloth, price 9s. 11d. Extraordinary value. Send stamps, or post-office order, to Mrs. YOUNG, Outfitter, No. 128, Oxford-street, London, W. — [35, 1802, 357, 1851]
advertisement — [35, 2428, 357, 2474]
entry-description: Vol. XX. Containing Reports of the Meetings during the Autumn Season of 1867. Edited by "STONEHENGE." Price 10s. 6d. — [1085, 616, 1410, 639]
item-text: CUT-PAPER PATTERNS, — [373, 814, 567, 850]
ad-heading: GREY HAIR.—LATREILLE'S — [35, 2038, 273, 2073]
entry-description: and LADY'S CALENDAR for 1868. It is full of information and a companion of the greatest utility to ladies. It is illustrated with many Woodcuts, and a beautifully coloured Pattern for a Border for a Table-cloth, &c. Amongst the Illustrations are the following: The Sultan of Turkey, The Viceroy of Egypt, The Cascade of the Velino, The Swiss Home, The Mountain Ramblers, Market Mornings, Work Patterns. Post free for 14 stamps. — [1085, 490, 1410, 575]
queen-contents-item — [373, 916, 712, 963]
queen-contents-item — [373, 368, 712, 404]
ad-heading: FASHIONS FOR THE SEASON. — [35, 1172, 289, 1207]
item-subtext: NOTES AND QUERIES. — [488, 329, 598, 340]
publication-advertisement — [373, 1097, 712, 1379]
advertisement — [35, 2123, 357, 2231]
book-entry — [728, 372, 1069, 527]
ad-body: LIBRARY, 19, Old Bond-street. Prospectus and catalogues free. — [35, 2458, 314, 2470]
book-description: SESSION 1867; with Introductions, Notes, Tables of Statutes repealed and subjects altered, Lists of Local and Personal and Private Acts, and a copious Index. By W. PATERSON, Esq., Barrister-at-Law. Price 12s. 6d. cloth; 14s. 6d. half calf; 15s. 6d. calf. — [728, 1253, 1069, 1301]
book-entry — [728, 1067, 1069, 1147]
publication-advertisement — [373, 1840, 712, 1914]
advertisement — [35, 819, 357, 958]
advertisement — [35, 1957, 357, 2040]
ad-heading: COOKS, SERVANTS, &C., INSTRUCTED BY A — [35, 1853, 249, 1904]
ad-body: 15s. full dress. Patterns free. — BAKER and CRISP, 198, Regent-street. — [35, 673, 349, 685]
ad-body: with COLOURED DIAGRAMS, by WALTER JONES WHITMORE, the Champion Player. London: HORACE COX, 346, Strand, W.C. — [373, 1886, 712, 1910]
queen-contents-item — [373, 398, 712, 434]
ad-heading: THE RIVER'S SIDE; OR, TROUT AND — [373, 1575, 679, 1610]
ad-body: dress. Patterns free.—BAKER and CRISP, 198, Regent-street. — [35, 153, 305, 165]
ad-heading: L'EXTINCTEUR.—DICK'S PATENT — [35, 1955, 324, 1990]
